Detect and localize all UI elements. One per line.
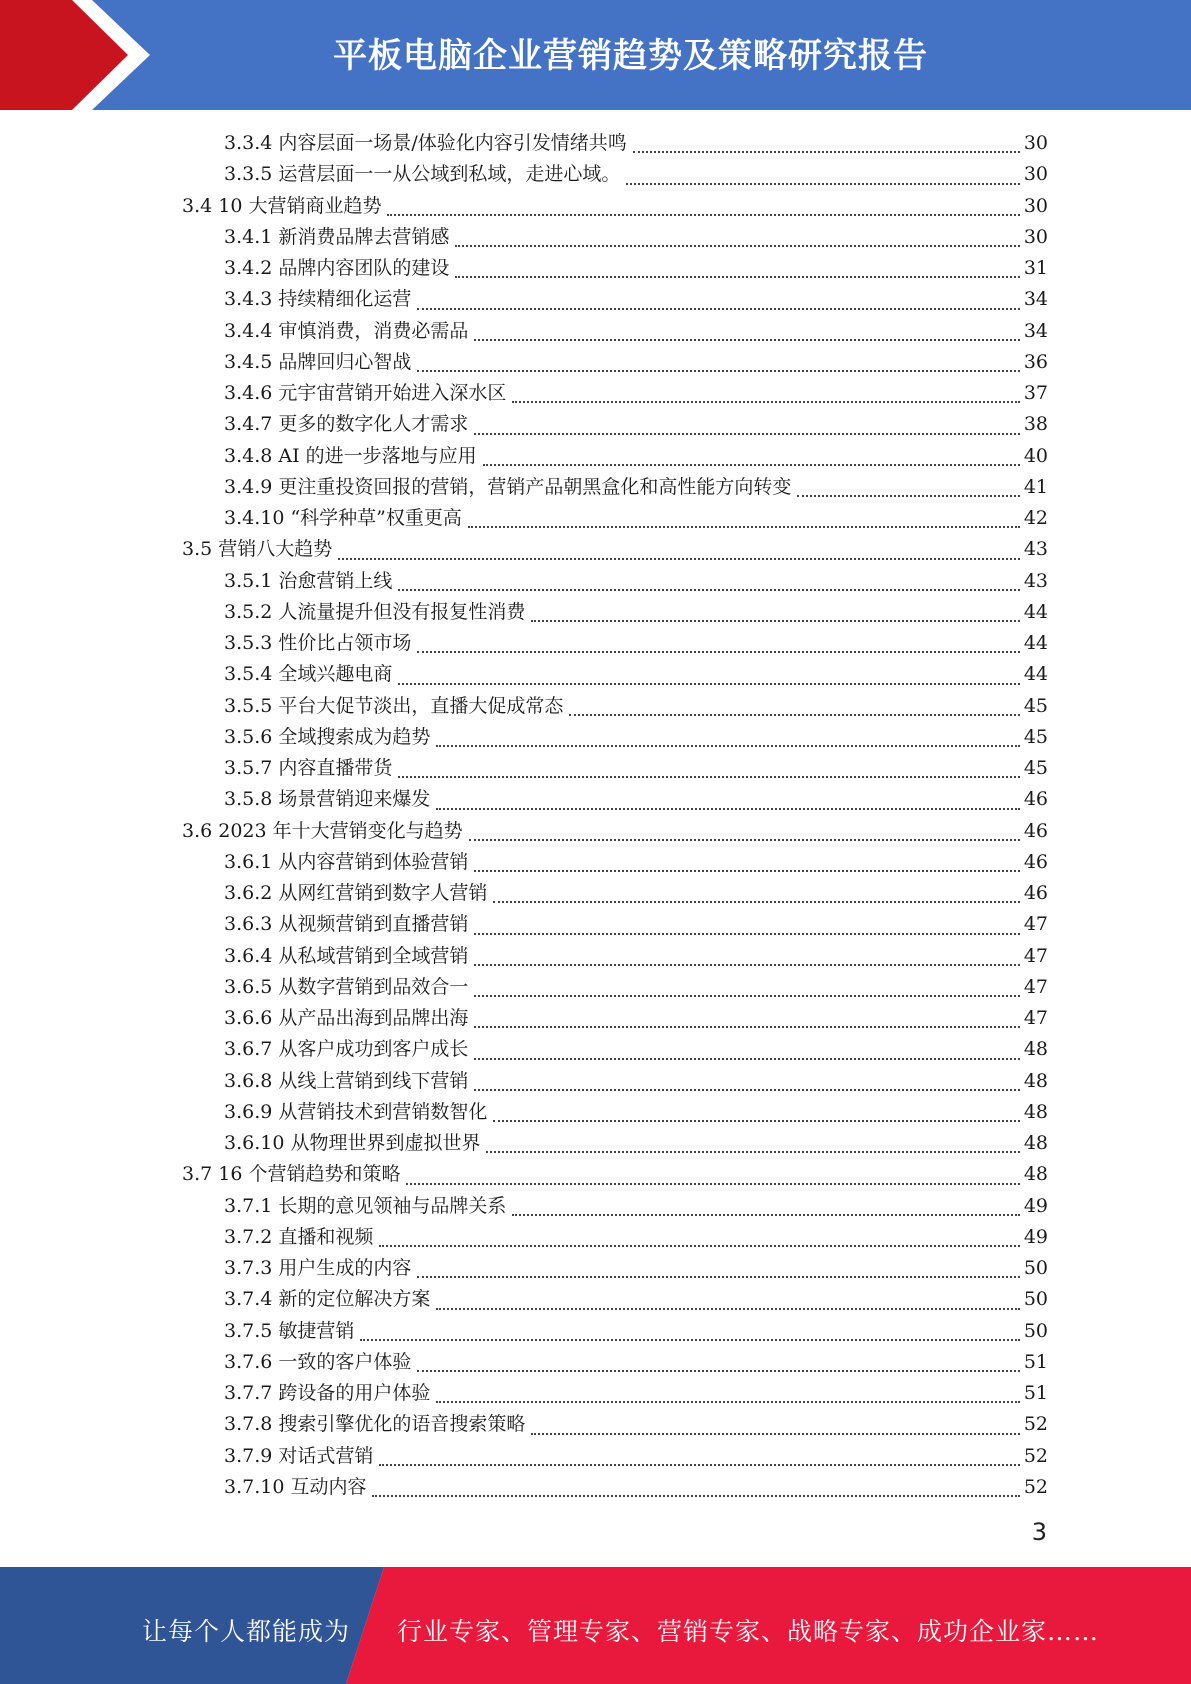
toc-entry[interactable] (182, 472, 1048, 503)
toc-entry-page: 44 (1023, 663, 1048, 686)
toc-dot-leader (468, 526, 1020, 528)
toc-entry-label: 3.5.4 全域兴趣电商 (224, 663, 393, 686)
toc-entry-label: 3.4.10 “科学种草”权重更高 (224, 507, 462, 529)
toc-entry-page: 46 (1023, 850, 1048, 873)
toc-entry[interactable] (182, 1097, 1048, 1128)
toc-entry-label: 3.7.9 对话式营销 (224, 1444, 374, 1467)
toc-dot-leader (474, 1058, 1019, 1060)
toc-entry[interactable] (182, 1003, 1048, 1034)
toc-dot-leader (398, 683, 1019, 685)
toc-entry-label: 3.7.6 一致的客户体验 (224, 1350, 412, 1373)
toc-entry-label: 3.7.4 新的定位解决方案 (224, 1288, 431, 1311)
toc-dot-leader (417, 370, 1019, 372)
toc-entry[interactable] (182, 441, 1048, 472)
toc-entry-page: 51 (1023, 1350, 1048, 1373)
toc-dot-leader (493, 1120, 1019, 1122)
footer-slogan-right: 行业专家、管理专家、营销专家、战略专家、成功企业家…… (397, 1617, 1100, 1646)
toc-entry-page: 46 (1023, 882, 1048, 904)
toc-entry-label: 3.4.4 审慎消费，消费必需品 (224, 319, 469, 342)
toc-entry-label: 3.7.5 敏捷营销 (224, 1319, 355, 1342)
toc-entry[interactable] (182, 159, 1048, 190)
toc-dot-leader (417, 1276, 1019, 1278)
toc-entry-page: 50 (1023, 1319, 1048, 1342)
toc-entry-page: 42 (1023, 507, 1048, 529)
toc-dot-leader (372, 1495, 1019, 1497)
toc-entry-page: 52 (1023, 1413, 1048, 1436)
toc-entry-label: 3.6.2 从网红营销到数字人营销 (224, 882, 488, 904)
toc-dot-leader (486, 1151, 1019, 1153)
toc-dot-leader (406, 1183, 1019, 1185)
toc-entry-page: 30 (1023, 163, 1048, 186)
toc-dot-leader (474, 933, 1019, 935)
toc-dot-leader (417, 1370, 1019, 1372)
toc-entry-label: 3.4.9 更注重投资回报的营销，营销产品朝黑盒化和高性能方向转变 (224, 475, 792, 498)
toc-entry-page: 30 (1023, 194, 1048, 217)
toc-dot-leader (455, 245, 1019, 247)
toc-entry-label: 3.6.8 从线上营销到线下营销 (224, 1069, 469, 1092)
toc-entry[interactable] (182, 1441, 1048, 1472)
toc-entry-label: 3.4.7 更多的数字化人才需求 (224, 413, 469, 436)
toc-entry-page: 49 (1023, 1194, 1048, 1217)
toc-entry-label: 3.7.7 跨设备的用户体验 (224, 1382, 431, 1404)
toc-entry[interactable] (182, 941, 1048, 972)
toc-dot-leader (633, 151, 1020, 153)
toc-entry[interactable] (182, 284, 1048, 315)
toc-dot-leader (436, 1308, 1019, 1310)
toc-dot-leader (512, 1214, 1019, 1216)
toc-entry-page: 45 (1023, 725, 1048, 748)
toc-entry-label: 3.5.8 场景营销迎来爆发 (224, 788, 431, 811)
toc-entry-page: 45 (1023, 694, 1048, 717)
toc-entry[interactable] (182, 222, 1048, 253)
toc-dot-leader (493, 901, 1019, 903)
toc-entry-page: 49 (1023, 1225, 1048, 1248)
toc-entry[interactable] (182, 878, 1048, 909)
toc-dot-leader (474, 995, 1019, 997)
toc-entry[interactable] (182, 972, 1048, 1003)
toc-entry[interactable] (182, 784, 1048, 815)
toc-entry[interactable] (182, 1159, 1048, 1190)
toc-entry-label: 3.5.7 内容直播带货 (224, 757, 393, 779)
toc-entry-label: 3.5.3 性价比占领市场 (224, 632, 412, 654)
toc-entry-page: 48 (1023, 1163, 1048, 1186)
toc-entry[interactable] (182, 1472, 1048, 1503)
toc-entry[interactable] (182, 816, 1048, 847)
toc-dot-leader (531, 620, 1019, 622)
toc-entry[interactable] (182, 597, 1048, 628)
toc-entry-label: 3.4.2 品牌内容团队的建设 (224, 257, 450, 279)
toc-entry[interactable] (182, 1222, 1048, 1253)
toc-dot-leader (379, 1245, 1019, 1247)
toc-entry[interactable] (182, 1253, 1048, 1284)
toc-dot-leader (474, 433, 1019, 435)
toc-entry-page: 47 (1023, 944, 1048, 967)
toc-entry-label: 3.6.6 从产品出海到品牌出海 (224, 1007, 469, 1029)
toc-entry-label: 3.6.1 从内容营销到体验营销 (224, 850, 469, 873)
table-of-contents (182, 128, 1048, 1503)
toc-entry-label: 3.4.3 持续精细化运营 (224, 288, 412, 311)
toc-entry-label: 3.5.5 平台大促节淡出，直播大促成常态 (224, 694, 564, 717)
toc-entry-page: 30 (1023, 225, 1048, 248)
toc-dot-leader (387, 214, 1019, 216)
toc-dot-leader (469, 839, 1020, 841)
toc-entry-label: 3.4.1 新消费品牌去营销感 (224, 225, 450, 248)
toc-entry-page: 50 (1023, 1257, 1048, 1279)
toc-entry-label: 3.3.5 运营层面一一从公域到私域，走进心域。 (224, 163, 621, 186)
toc-entry[interactable] (182, 909, 1048, 940)
toc-entry-label: 3.5.1 治愈营销上线 (224, 569, 393, 592)
toc-entry[interactable] (182, 128, 1048, 159)
toc-entry[interactable] (182, 191, 1048, 222)
toc-entry-label: 3.6.9 从营销技术到营销数智化 (224, 1100, 488, 1123)
toc-entry[interactable] (182, 1347, 1048, 1378)
toc-entry-label: 3.5.2 人流量提升但没有报复性消费 (224, 600, 526, 623)
toc-entry[interactable] (182, 847, 1048, 878)
toc-entry[interactable] (182, 659, 1048, 690)
toc-entry-label: 3.4.8 AI 的进一步落地与应用 (224, 444, 477, 467)
toc-entry-page: 48 (1023, 1069, 1048, 1092)
toc-dot-leader (474, 964, 1019, 966)
toc-dot-leader (417, 651, 1019, 653)
toc-dot-leader (379, 1464, 1019, 1466)
toc-entry-page: 31 (1023, 257, 1048, 279)
toc-entry-label: 3.6.3 从视频营销到直播营销 (224, 913, 469, 936)
toc-entry-page: 38 (1023, 413, 1048, 436)
toc-entry-label: 3.7.2 直播和视频 (224, 1225, 374, 1248)
toc-entry[interactable] (182, 534, 1048, 565)
toc-dot-leader (797, 495, 1019, 497)
toc-dot-leader (398, 776, 1019, 778)
toc-entry[interactable] (182, 316, 1048, 347)
toc-entry-label: 3.4 10 大营销商业趋势 (182, 194, 382, 217)
toc-entry-page: 51 (1023, 1382, 1048, 1404)
toc-dot-leader (417, 308, 1019, 310)
toc-dot-leader (569, 714, 1019, 716)
toc-entry-page: 46 (1023, 819, 1048, 842)
toc-entry-page: 44 (1023, 600, 1048, 623)
toc-dot-leader (398, 589, 1019, 591)
toc-entry-page: 36 (1023, 350, 1048, 373)
report-header (0, 0, 1191, 110)
toc-entry-page: 30 (1023, 132, 1048, 154)
toc-dot-leader (474, 1026, 1019, 1028)
toc-dot-leader (436, 745, 1019, 747)
toc-entry-page: 34 (1023, 288, 1048, 311)
toc-entry-page: 45 (1023, 757, 1048, 779)
toc-entry-page: 34 (1023, 319, 1048, 342)
toc-entry[interactable] (182, 409, 1048, 440)
toc-entry-page: 52 (1023, 1444, 1048, 1467)
toc-dot-leader (455, 276, 1019, 278)
toc-entry-page: 47 (1023, 975, 1048, 998)
toc-entry-label: 3.6.4 从私域营销到全域营销 (224, 944, 469, 967)
toc-entry-label: 3.6.5 从数字营销到品效合一 (224, 975, 469, 998)
toc-entry-label: 3.7.3 用户生成的内容 (224, 1257, 412, 1279)
toc-entry[interactable] (182, 722, 1048, 753)
toc-entry-page: 41 (1023, 475, 1048, 498)
toc-entry[interactable] (182, 1034, 1048, 1065)
toc-entry-page: 52 (1023, 1475, 1048, 1498)
toc-dot-leader (436, 1401, 1019, 1403)
toc-entry[interactable] (182, 1316, 1048, 1347)
toc-entry[interactable] (182, 1378, 1048, 1409)
toc-entry-page: 46 (1023, 788, 1048, 811)
toc-entry[interactable] (182, 503, 1048, 534)
toc-entry-label: 3.5 营销八大趋势 (182, 538, 333, 561)
toc-entry-page: 47 (1023, 1007, 1048, 1029)
toc-entry[interactable] (182, 566, 1048, 597)
toc-entry[interactable] (182, 378, 1048, 409)
toc-entry-page: 44 (1023, 632, 1048, 654)
toc-dot-leader (474, 1089, 1019, 1091)
toc-entry[interactable] (182, 628, 1048, 659)
page-number: 3 (1031, 1518, 1047, 1546)
toc-entry-page: 48 (1023, 1038, 1048, 1061)
toc-entry-page: 40 (1023, 444, 1048, 467)
toc-entry[interactable] (182, 253, 1048, 284)
toc-entry-page: 43 (1023, 538, 1048, 561)
toc-dot-leader (360, 1339, 1019, 1341)
footer-slogan-left: 让每个人都能成为 (142, 1617, 351, 1646)
toc-entry-label: 3.6.7 从客户成功到客户成长 (224, 1038, 469, 1061)
toc-entry[interactable] (182, 753, 1048, 784)
toc-entry-label: 3.6.10 从物理世界到虚拟世界 (224, 1132, 481, 1154)
toc-dot-leader (338, 558, 1020, 560)
toc-entry[interactable] (182, 691, 1048, 722)
toc-entry[interactable] (182, 1066, 1048, 1097)
toc-entry-label: 3.3.4 内容层面一场景/体验化内容引发情绪共鸣 (224, 132, 627, 154)
toc-entry-label: 3.4.5 品牌回归心智战 (224, 350, 412, 373)
toc-entry-label: 3.7.1 长期的意见领袖与品牌关系 (224, 1194, 507, 1217)
toc-dot-leader (531, 1433, 1019, 1435)
toc-entry-page: 43 (1023, 569, 1048, 592)
toc-dot-leader (474, 339, 1019, 341)
toc-entry-label: 3.6 2023 年十大营销变化与趋势 (182, 819, 463, 842)
toc-dot-leader (436, 808, 1019, 810)
report-title: 平板电脑企业营销趋势及策略研究报告 (333, 36, 928, 76)
toc-entry[interactable] (182, 347, 1048, 378)
toc-entry[interactable] (182, 1128, 1048, 1159)
toc-entry-page: 50 (1023, 1288, 1048, 1311)
toc-entry-label: 3.7.10 互动内容 (224, 1475, 367, 1498)
toc-entry-label: 3.5.6 全域搜索成为趋势 (224, 725, 431, 748)
toc-entry[interactable] (182, 1191, 1048, 1222)
toc-entry[interactable] (182, 1284, 1048, 1315)
toc-entry-label: 3.4.6 元宇宙营销开始进入深水区 (224, 382, 507, 404)
toc-dot-leader (512, 401, 1019, 403)
toc-entry-page: 47 (1023, 913, 1048, 936)
toc-dot-leader (474, 870, 1019, 872)
toc-entry-page: 37 (1023, 382, 1048, 404)
toc-entry-page: 48 (1023, 1100, 1048, 1123)
toc-entry-label: 3.7.8 搜索引擎优化的语音搜索策略 (224, 1413, 526, 1436)
toc-dot-leader (626, 183, 1019, 185)
toc-entry-label: 3.7 16 个营销趋势和策略 (182, 1163, 401, 1186)
toc-dot-leader (483, 464, 1020, 466)
toc-entry[interactable] (182, 1409, 1048, 1440)
toc-entry-page: 48 (1023, 1132, 1048, 1154)
